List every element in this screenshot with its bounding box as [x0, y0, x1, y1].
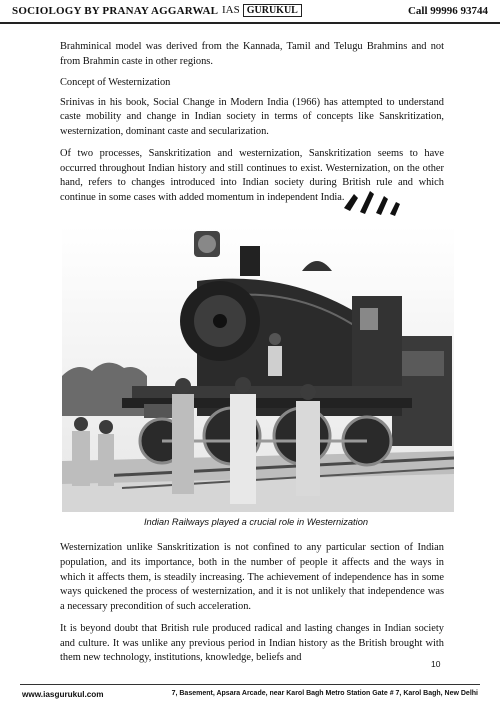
header-brand — [222, 4, 302, 17]
footer-website[interactable]: www.iasgurukul.com — [22, 690, 104, 699]
footer-rule — [20, 684, 480, 685]
lower-content — [60, 541, 444, 673]
footer-address: 7, Basement, Apsara Arcade, near Karol Bagh Metro Station Gate # 7, Karol Bagh, New Delhi — [171, 690, 478, 697]
brand-box: GURUKUL — [243, 4, 302, 17]
figure-caption: Indian Railways played a crucial role in Westernization — [143, 517, 369, 527]
watermark-logo — [344, 186, 404, 216]
header-phone: Call 99996 93744 — [407, 5, 488, 17]
paragraph-two-processes: Of two processes, Sanskritization and westernization, Sanskritization seems to have occurred throughout Indian history and still continues to exist. Westernization, on the other hand, refers to changes introduced into Indian society during British rule and which continue in some cases with added momentum in independent India. — [60, 147, 444, 204]
page-number: 10 — [431, 659, 441, 669]
section-heading: Concept of Westernization — [60, 76, 171, 88]
brand-prefix: IAS — [222, 4, 240, 16]
paragraph-intro: Brahminical model was derived from the Kannada, Tamil and Telugu Brahmins and not from Brahmin caste in other regions. — [60, 41, 444, 67]
railway-photo — [62, 226, 454, 512]
paragraph-unlike-sanskritization: Westernization unlike Sanskritization is not confined to any particular section of Indian population, and its importance, both in the number of people it affects and the ways in which it affects them, is steadily increasing. The achievement of independence has in some ways quickened the process of westernization, and it is not unlikely that independence was a necessary precondition of such acceleration. — [60, 542, 444, 613]
header-title: SOCIOLOGY BY PRANAY AGGARWAL — [12, 5, 219, 17]
paragraph-srinivas: Srinivas in his book, Social Change in Modern India (1966) has attempted to understand caste mobility and change in Indian society in terms of concepts like Sanskritization, westernization, dominant caste and secularization. — [60, 96, 444, 138]
paragraph-british-rule: It is beyond doubt that British rule produced radical and lasting changes in Indian society and culture. It was unlike any previous period in Indian history as the British brought with them new technology, institutions, knowledge, beliefs and — [60, 622, 444, 664]
page-footer — [0, 684, 500, 707]
page-header — [0, 0, 500, 24]
